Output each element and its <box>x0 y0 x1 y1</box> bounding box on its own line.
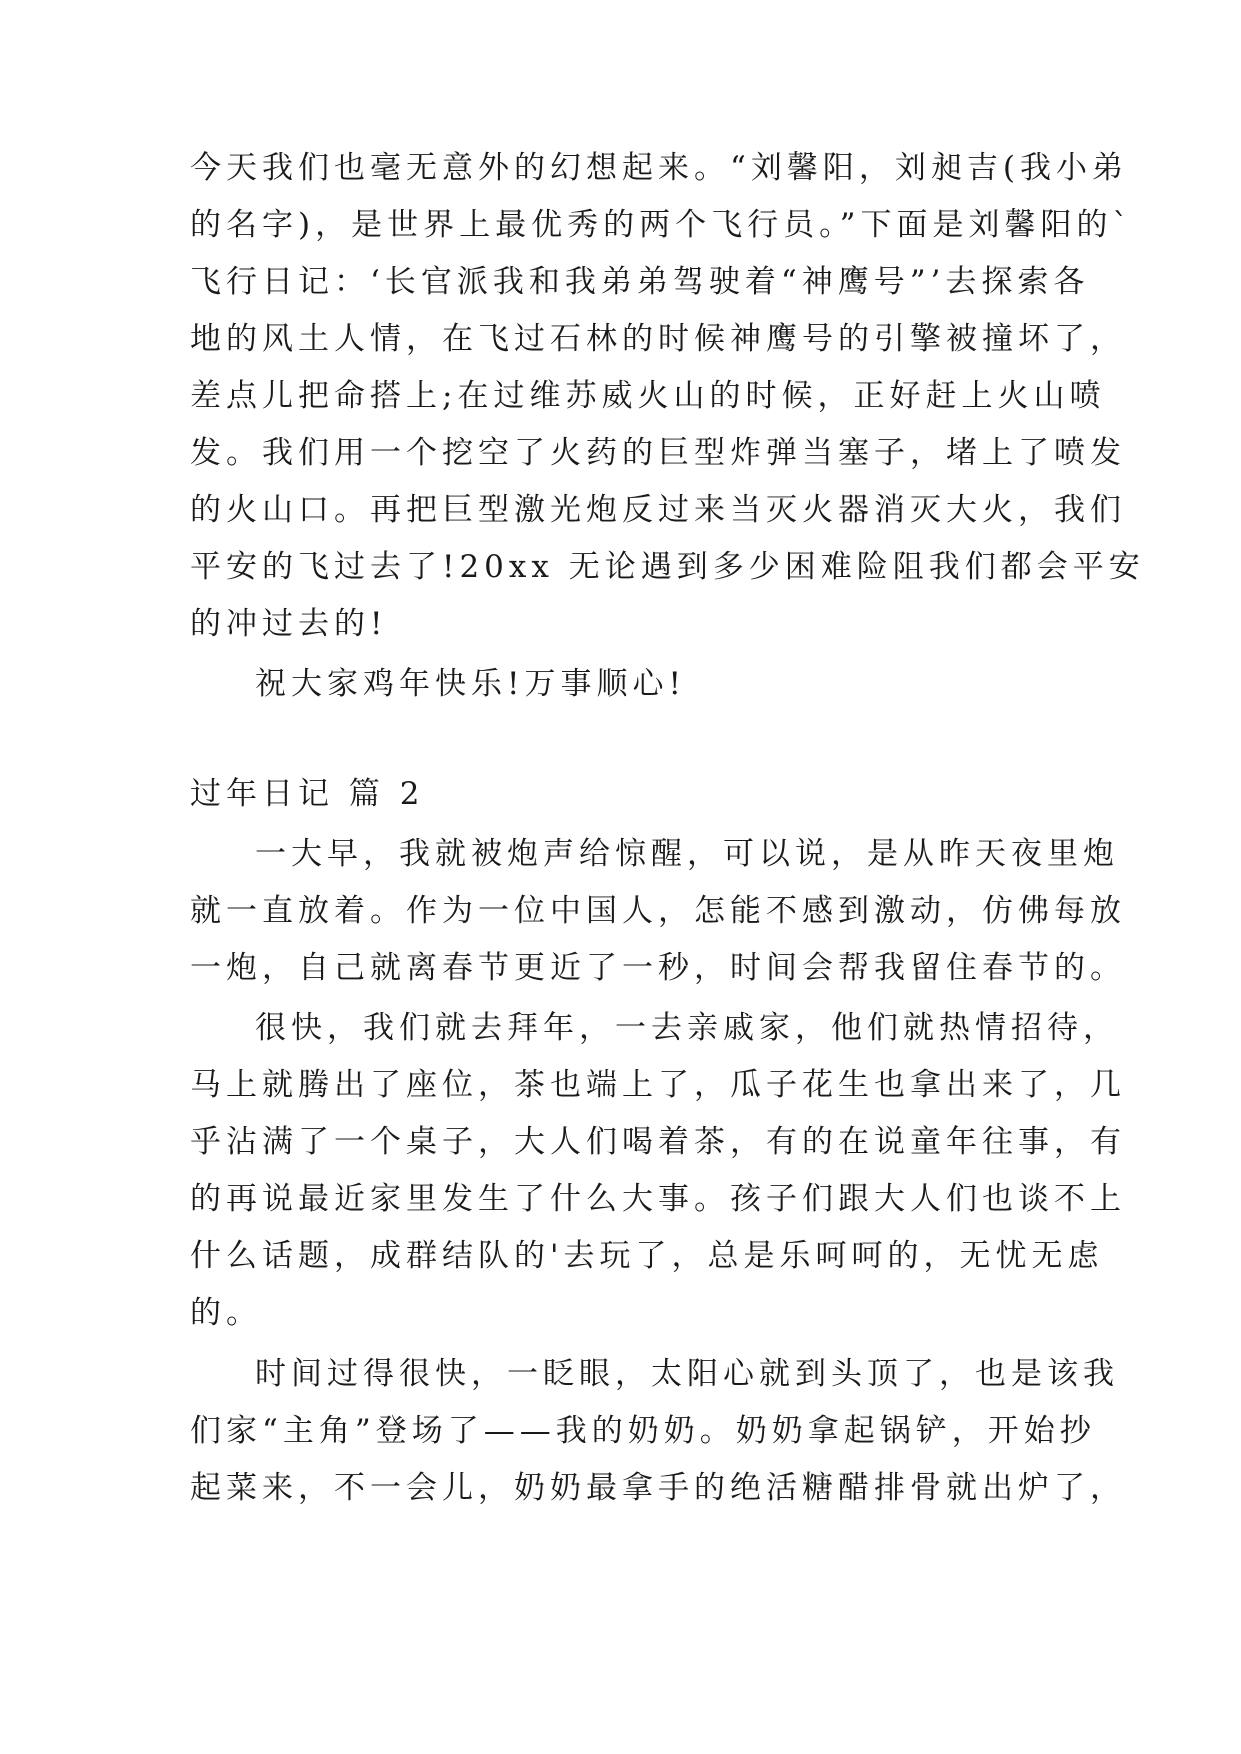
body-line: 的火山口。再把巨型激光炮反过来当灭火器消灭大火，我们 <box>190 492 1126 528</box>
body-line: 的冲过去的! <box>190 606 388 642</box>
body-line: 很快，我们就去拜年，一去亲戚家，他们就热情招待， <box>255 1010 1119 1046</box>
body-line: 的再说最近家里发生了什么大事。孩子们跟大人们也谈不上 <box>190 1181 1126 1217</box>
body-line: 起菜来，不一会儿，奶奶最拿手的绝活糖醋排骨就出炉了， <box>190 1470 1126 1506</box>
body-line: 一炮，自己就离春节更近了一秒，时间会帮我留住春节的。 <box>190 950 1126 986</box>
body-line: 就一直放着。作为一位中国人，怎能不感到激动，仿佛每放 <box>190 893 1126 929</box>
body-line: 地的风土人情，在飞过石林的时候神鹰号的引擎被撞坏了， <box>190 321 1126 357</box>
body-line: 飞行日记：‘长官派我和我弟弟驾驶着“神鹰号”’去探索各 <box>190 264 1090 300</box>
body-line: 差点儿把命搭上;在过维苏威火山的时候，正好赶上火山喷 <box>190 378 1106 414</box>
body-line: 平安的飞过去了!20xx 无论遇到多少困难险阻我们都会平安 <box>190 549 1145 585</box>
body-line: 发。我们用一个挖空了火药的巨型炸弹当塞子，堵上了喷发 <box>190 435 1126 471</box>
body-line: 乎沾满了一个桌子，大人们喝着茶，有的在说童年往事，有 <box>190 1124 1126 1160</box>
body-line: 时间过得很快，一眨眼，太阳心就到头顶了，也是该我 <box>255 1356 1119 1392</box>
body-line: 一大早，我就被炮声给惊醒，可以说，是从昨天夜里炮 <box>255 836 1119 872</box>
body-line: 们家“主角”登场了——我的奶奶。奶奶拿起锅铲，开始抄 <box>190 1413 1096 1449</box>
body-line: 什么话题，成群结队的'去玩了，总是乐呵呵的，无忧无虑 <box>190 1238 1104 1274</box>
body-line: 的。 <box>190 1295 262 1331</box>
closing-line: 祝大家鸡年快乐!万事顺心! <box>255 666 686 702</box>
body-line: 马上就腾出了座位，茶也端上了，瓜子花生也拿出来了，几 <box>190 1067 1126 1103</box>
body-line: 的名字)，是世界上最优秀的两个飞行员。”下面是刘馨阳的` <box>190 207 1133 243</box>
body-line: 今天我们也毫无意外的幻想起来。“刘馨阳，刘昶吉(我小弟 <box>190 150 1128 186</box>
section-heading: 过年日记 篇 2 <box>190 776 425 812</box>
